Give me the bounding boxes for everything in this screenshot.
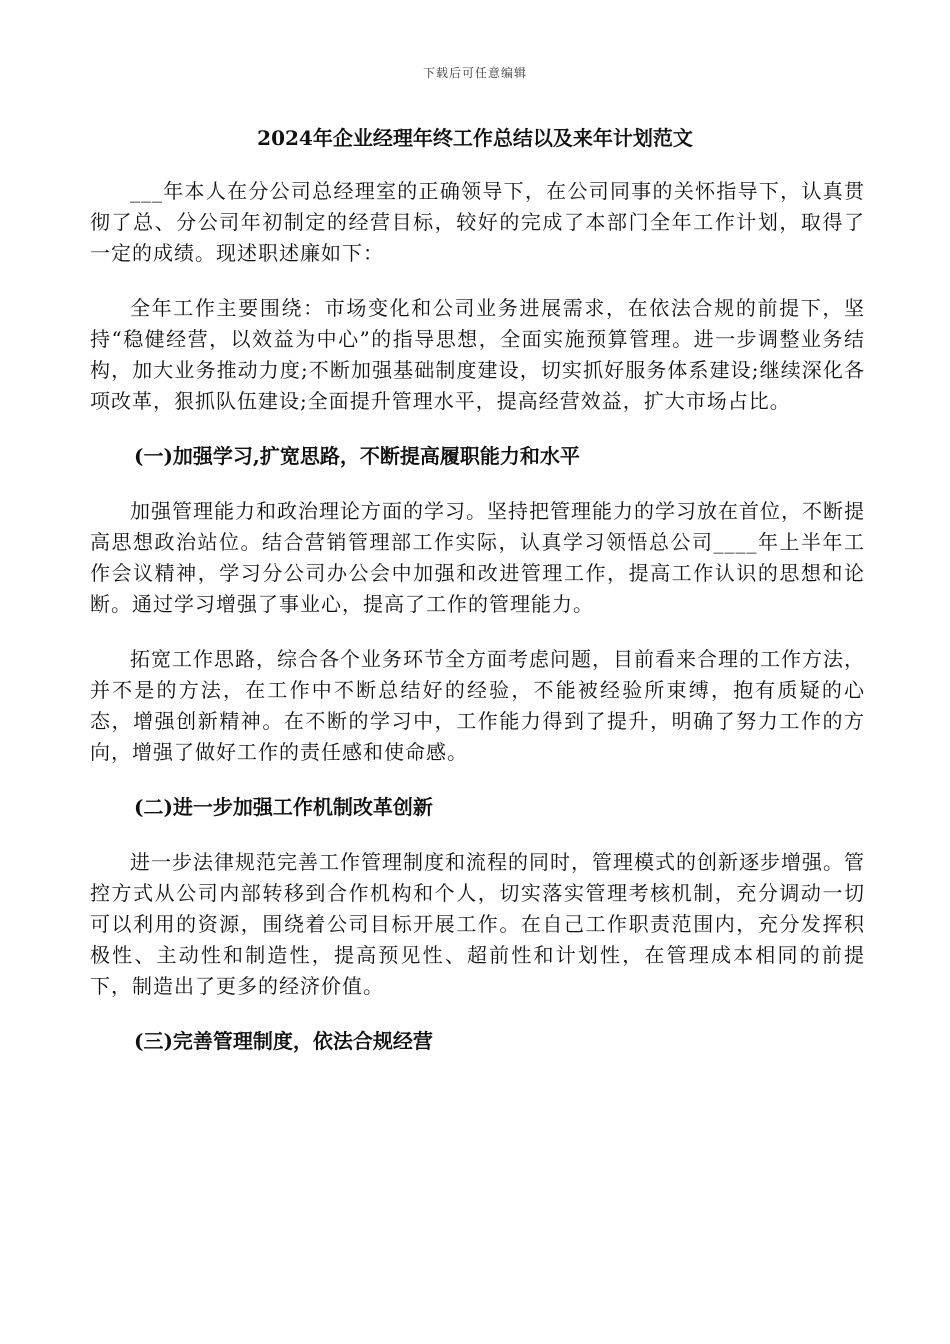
section-heading-2: (二)进一步加强工作机制改革创新 bbox=[134, 795, 433, 819]
paragraph-learning: 加强管理能力和政治理论方面的学习。坚持把管理能力的学习放在首位，不断提高思想政治站位。结合营销管理部工作实际，认真学习领悟总公司____年上半年工作会议精神，学习分公司办公会中加强和改进管理工作，提高工作认识的思想和论断。通过学习增强了事业心，提高了工作的管理能力。 bbox=[90, 499, 865, 616]
document-title: 2024年企业经理年终工作总结以及来年计划范文 bbox=[257, 126, 693, 150]
paragraph-overview: 全年工作主要围绕：市场变化和公司业务进展需求，在依法合规的前提下，坚持“稳健经营，以效益为中心”的指导思想，全面实施预算管理。进一步调整业务结构，加大业务推动力度;不断加强基础制度建设，切实抓好服务体系建设;继续深化各项改革，狠抓队伍建设;全面提升管理水平，提高经营效益，扩大市场占比。 bbox=[90, 296, 865, 413]
paragraph-thinking: 拓宽工作思路，综合各个业务环节全方面考虑问题，目前看来合理的工作方法，并不是的方法，在工作中不断总结好的经验，不能被经验所束缚，抱有质疑的心态，增强创新精神。在不断的学习中，工作能力得到了提升，明确了努力工作的方向，增强了做好工作的责任感和使命感。 bbox=[90, 647, 865, 764]
document-body bbox=[90, 176, 865, 1081]
header-note: 下载后可任意编辑 bbox=[422, 66, 527, 80]
paragraph-mechanism: 进一步法律规范完善工作管理制度和流程的同时，管理模式的创新逐步增强。管控方式从公司内部转移到合作机构和个人，切实落实管理考核机制，充分调动一切可以利用的资源，围绕着公司目标开展工作。在自己工作职责范围内，充分发挥积极性、主动性和制造性，提高预见性、超前性和计划性，在管理成本相同的前提下，制造出了更多的经济价值。 bbox=[90, 850, 865, 998]
section-heading-3: (三)完善管理制度，依法合规经营 bbox=[134, 1029, 433, 1053]
paragraph-intro: ___年本人在分公司总经理室的正确领导下，在公司同事的关怀指导下，认真贯彻了总、分公司年初制定的经营目标，较好的完成了本部门全年工作计划，取得了一定的成绩。现述职述廉如下： bbox=[90, 179, 865, 265]
section-heading-1: (一)加强学习,扩宽思路，不断提高履职能力和水平 bbox=[134, 444, 580, 468]
